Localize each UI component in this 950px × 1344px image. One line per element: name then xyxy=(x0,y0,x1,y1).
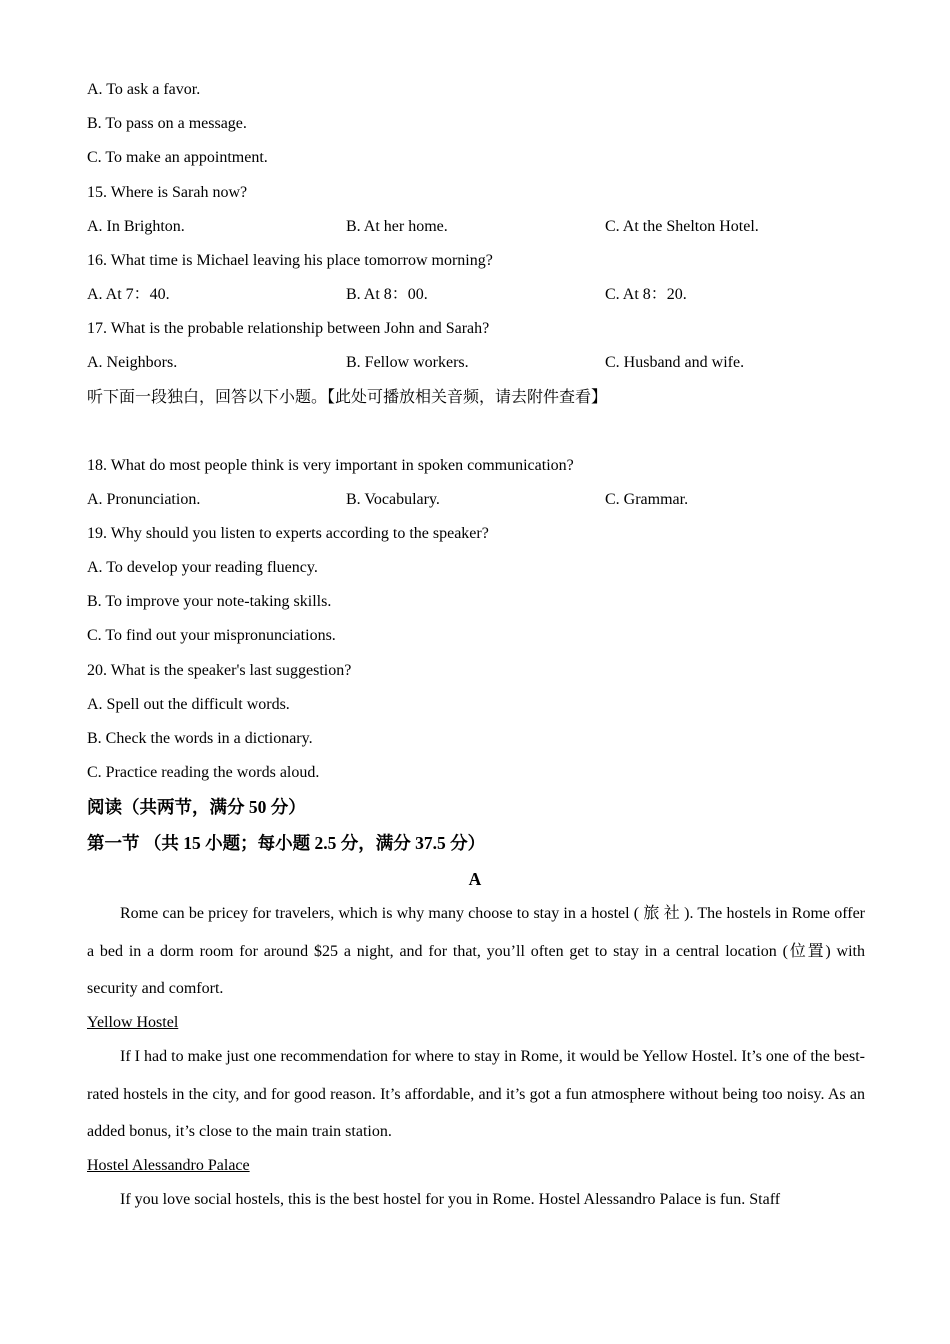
q16-question: 16. What time is Michael leaving his place tomorrow morning? xyxy=(87,252,493,269)
q19-option-b: B. To improve your note-taking skills. xyxy=(87,593,332,610)
q18-option-b: B. Vocabulary. xyxy=(346,491,440,508)
q18-question: 18. What do most people think is very important in spoken communication? xyxy=(87,457,574,474)
q20-question: 20. What is the speaker's last suggestion? xyxy=(87,662,352,679)
q16-option-c: C. At 8：20. xyxy=(605,286,687,303)
reading-heading: 阅读（共两节，满分 50 分） xyxy=(87,797,306,817)
hostel1-paragraph: If I had to make just one recommendation for where to stay in Rome, it would be Yellow Hostel. It’s one of the best-rated hostels in the city, and for good reason. It’s affordable, and it’s got a fun atmosphere without being too noisy. As an added bonus, it’s close to the main train station. xyxy=(87,1048,865,1140)
passage-letter: A xyxy=(468,869,482,889)
q14-option-b: B. To pass on a message. xyxy=(87,115,247,132)
q19-option-c: C. To find out your mispronunciations. xyxy=(87,627,336,644)
q17-question: 17. What is the probable relationship between John and Sarah? xyxy=(87,320,490,337)
q18-option-c: C. Grammar. xyxy=(605,491,689,508)
q16-option-a: A. At 7：40. xyxy=(87,286,170,303)
q15-option-a: A. In Brighton. xyxy=(87,218,185,235)
intro-paragraph: Rome can be pricey for travelers, which is why many choose to stay in a hostel ( 旅 社 ). The hostels in Rome offer a bed in a dorm room for around $25 a night, and for that, you’ll often get to stay in a central location (位置) with security and comfort. xyxy=(87,905,866,997)
monologue-instruction: 听下面一段独白，回答以下小题。【此处可播放相关音频，请去附件查看】 xyxy=(87,389,608,406)
q18-option-a: A. Pronunciation. xyxy=(87,491,201,508)
q14-option-c: C. To make an appointment. xyxy=(87,149,268,166)
q20-option-c: C. Practice reading the words aloud. xyxy=(87,764,320,781)
hostel2-paragraph: If you love social hostels, this is the best hostel for you in Rome. Hostel Alessandro Palace is fun. Staff xyxy=(120,1191,781,1208)
q17-options xyxy=(87,353,867,373)
section-heading: 第一节 （共 15 小题；每小题 2.5 分，满分 37.5 分） xyxy=(87,833,486,853)
q15-option-c: C. At the Shelton Hotel. xyxy=(605,218,759,235)
q14-option-a: A. To ask a favor. xyxy=(87,81,201,98)
hostel1-title: Yellow Hostel xyxy=(87,1014,179,1031)
q17-option-c: C. Husband and wife. xyxy=(605,354,745,371)
q16-option-b: B. At 8：00. xyxy=(346,286,428,303)
q15-question: 15. Where is Sarah now? xyxy=(87,184,248,201)
q17-option-a: A. Neighbors. xyxy=(87,354,178,371)
q15-options xyxy=(87,217,867,237)
q19-option-a: A. To develop your reading fluency. xyxy=(87,559,318,576)
q20-option-b: B. Check the words in a dictionary. xyxy=(87,730,313,747)
q16-options xyxy=(87,285,867,305)
hostel2-title: Hostel Alessandro Palace xyxy=(87,1157,250,1174)
q20-option-a: A. Spell out the difficult words. xyxy=(87,696,290,713)
q15-option-b: B. At her home. xyxy=(346,218,448,235)
q17-option-b: B. Fellow workers. xyxy=(346,354,469,371)
q18-options xyxy=(87,490,867,510)
q19-question: 19. Why should you listen to experts according to the speaker? xyxy=(87,525,489,542)
